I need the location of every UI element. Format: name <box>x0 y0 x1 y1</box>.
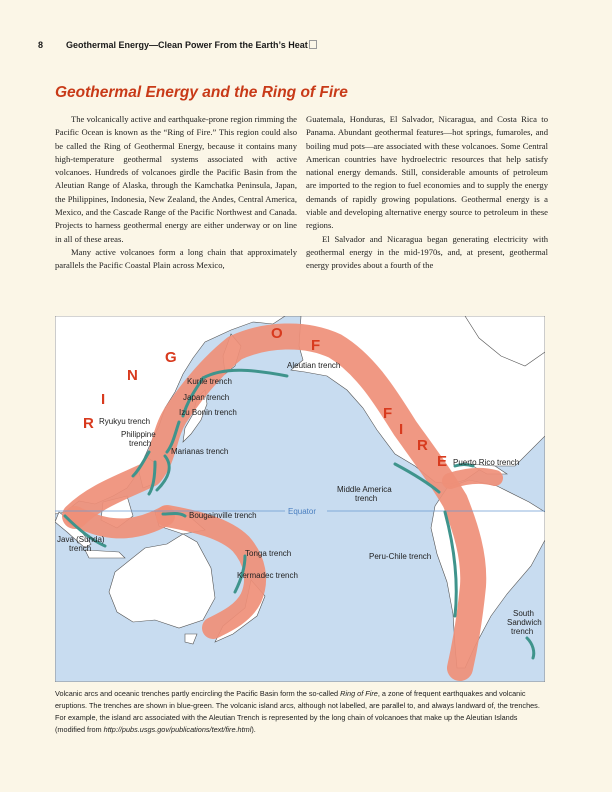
paragraph: El Salvador and Nicaragua began generating electricity with geothermal energy in the mid-1970s, and, at present, geothermal energy provides about a fourth of the <box>306 233 548 271</box>
equator-label: Equator <box>288 507 317 516</box>
page-number: 8 <box>38 40 44 50</box>
paragraph: Guatemala, Honduras, El Salvador, Nicaragua, and Costa Rica to Panama. Abundant geothermal features—hot springs, fumaroles, and boiling mud pots—are associated with these volcanoes. Some Central American countries have hydroelectric resources that help satisfy national energy demands. Still, considerable amounts of petroleum are imported to the region to fuel economies and to supply the energy demands of rapidly growing populations. Geothermal energy is a viable and developing alternative energy source to petroleum in these regions. <box>306 114 548 231</box>
map-label-middle-america: trench <box>355 494 378 503</box>
caption-url: http://pubs.usgs.gov/publications/text/fire.html <box>103 725 252 734</box>
body-column-2 <box>306 113 548 273</box>
ring-of-fire-band-caribbean <box>450 476 495 481</box>
ring-letter: I <box>101 391 106 408</box>
caption-term: Ring of Fire <box>340 689 378 698</box>
ring-letter: F <box>311 337 321 354</box>
running-title-text: Geothermal Energy—Clean Power From the Earth’s Heat <box>66 40 308 50</box>
map-label-south-sandwich: South <box>513 609 534 618</box>
map-label-tonga: Tonga trench <box>245 549 292 558</box>
ring-letter: R <box>83 415 94 432</box>
map-label-marianas: Marianas trench <box>171 447 229 456</box>
map-label-kurile: Kurile trench <box>187 377 232 386</box>
body-column-1 <box>55 113 297 273</box>
map-label-aleutian: Aleutian trench <box>287 361 341 370</box>
map-label-java: trench <box>69 544 92 553</box>
section-title: Geothermal Energy and the Ring of Fire <box>55 84 348 101</box>
ring-letter: F <box>383 405 393 422</box>
caption-text: ). <box>251 725 256 734</box>
ring-letter: N <box>127 367 138 384</box>
ring-of-fire-map <box>55 316 545 682</box>
map-label-middle-america: Middle America <box>337 485 392 494</box>
caption-text: , a zone of frequent earthquakes and volcanic eruptions. The trenches are shown in blue-green. The volcanic island arcs, although not labelled, are parallel to, and always landward of, the trenches. For example, the island arc associated with the Aleutian Trench is represented by the long chain of volcanoes that make up the Aleutian Islands (modified from <box>55 689 540 734</box>
map-label-izu-bonin: Izu Bonin trench <box>179 408 237 417</box>
ring-letter: I <box>399 421 404 438</box>
paragraph: Many active volcanoes form a long chain that approximately parallels the Pacific Coastal Plain across Mexico, <box>55 246 297 271</box>
map-label-philippine: Philippine <box>121 430 156 439</box>
map-label-java: Java (Sunda) <box>57 535 105 544</box>
map-label-south-sandwich: trench <box>511 627 534 636</box>
map-label-puerto-rico: Puerto Rico trench <box>453 458 520 467</box>
ring-letter: E <box>437 453 448 470</box>
map-label-peru-chile: Peru-Chile trench <box>369 552 432 561</box>
running-title <box>66 40 317 50</box>
caption-text: Volcanic arcs and oceanic trenches partly encircling the Pacific Basin form the so-called <box>55 689 341 698</box>
map-label-south-sandwich: Sandwich <box>507 618 542 627</box>
ring-letter: G <box>165 349 177 366</box>
glyph-box-icon <box>309 40 317 49</box>
map-label-japan: Japan trench <box>183 393 230 402</box>
paragraph: The volcanically active and earthquake-prone region rimming the Pacific Ocean is known as the “Ring of Fire.” This region could also be called the Ring of Geothermal Energy, because it contains many high-temperature geothermal systems associated with active volcanoes. Hundreds of volcanoes girdle the Pacific Basin from the Aleutian Range of Alaska, through the Kamchatka Peninsula, Japan, the Philippines, Indonesia, New Zealand, the Andes, Central America, Mexico, and the Cascade Range of the Pacific Northwest and Canada. Projects to harness geothermal energy are either underway or on line in all of these areas. <box>55 114 297 244</box>
map-label-bougainville: Bougainville trench <box>189 511 257 520</box>
map-label-philippine: trench <box>129 439 152 448</box>
ring-letter: R <box>417 437 428 454</box>
figure-caption <box>55 688 547 736</box>
map-label-ryukyu: Ryukyu trench <box>99 417 151 426</box>
map-label-kermadec: Kermadec trench <box>237 571 298 580</box>
ring-letter: O <box>271 325 283 342</box>
